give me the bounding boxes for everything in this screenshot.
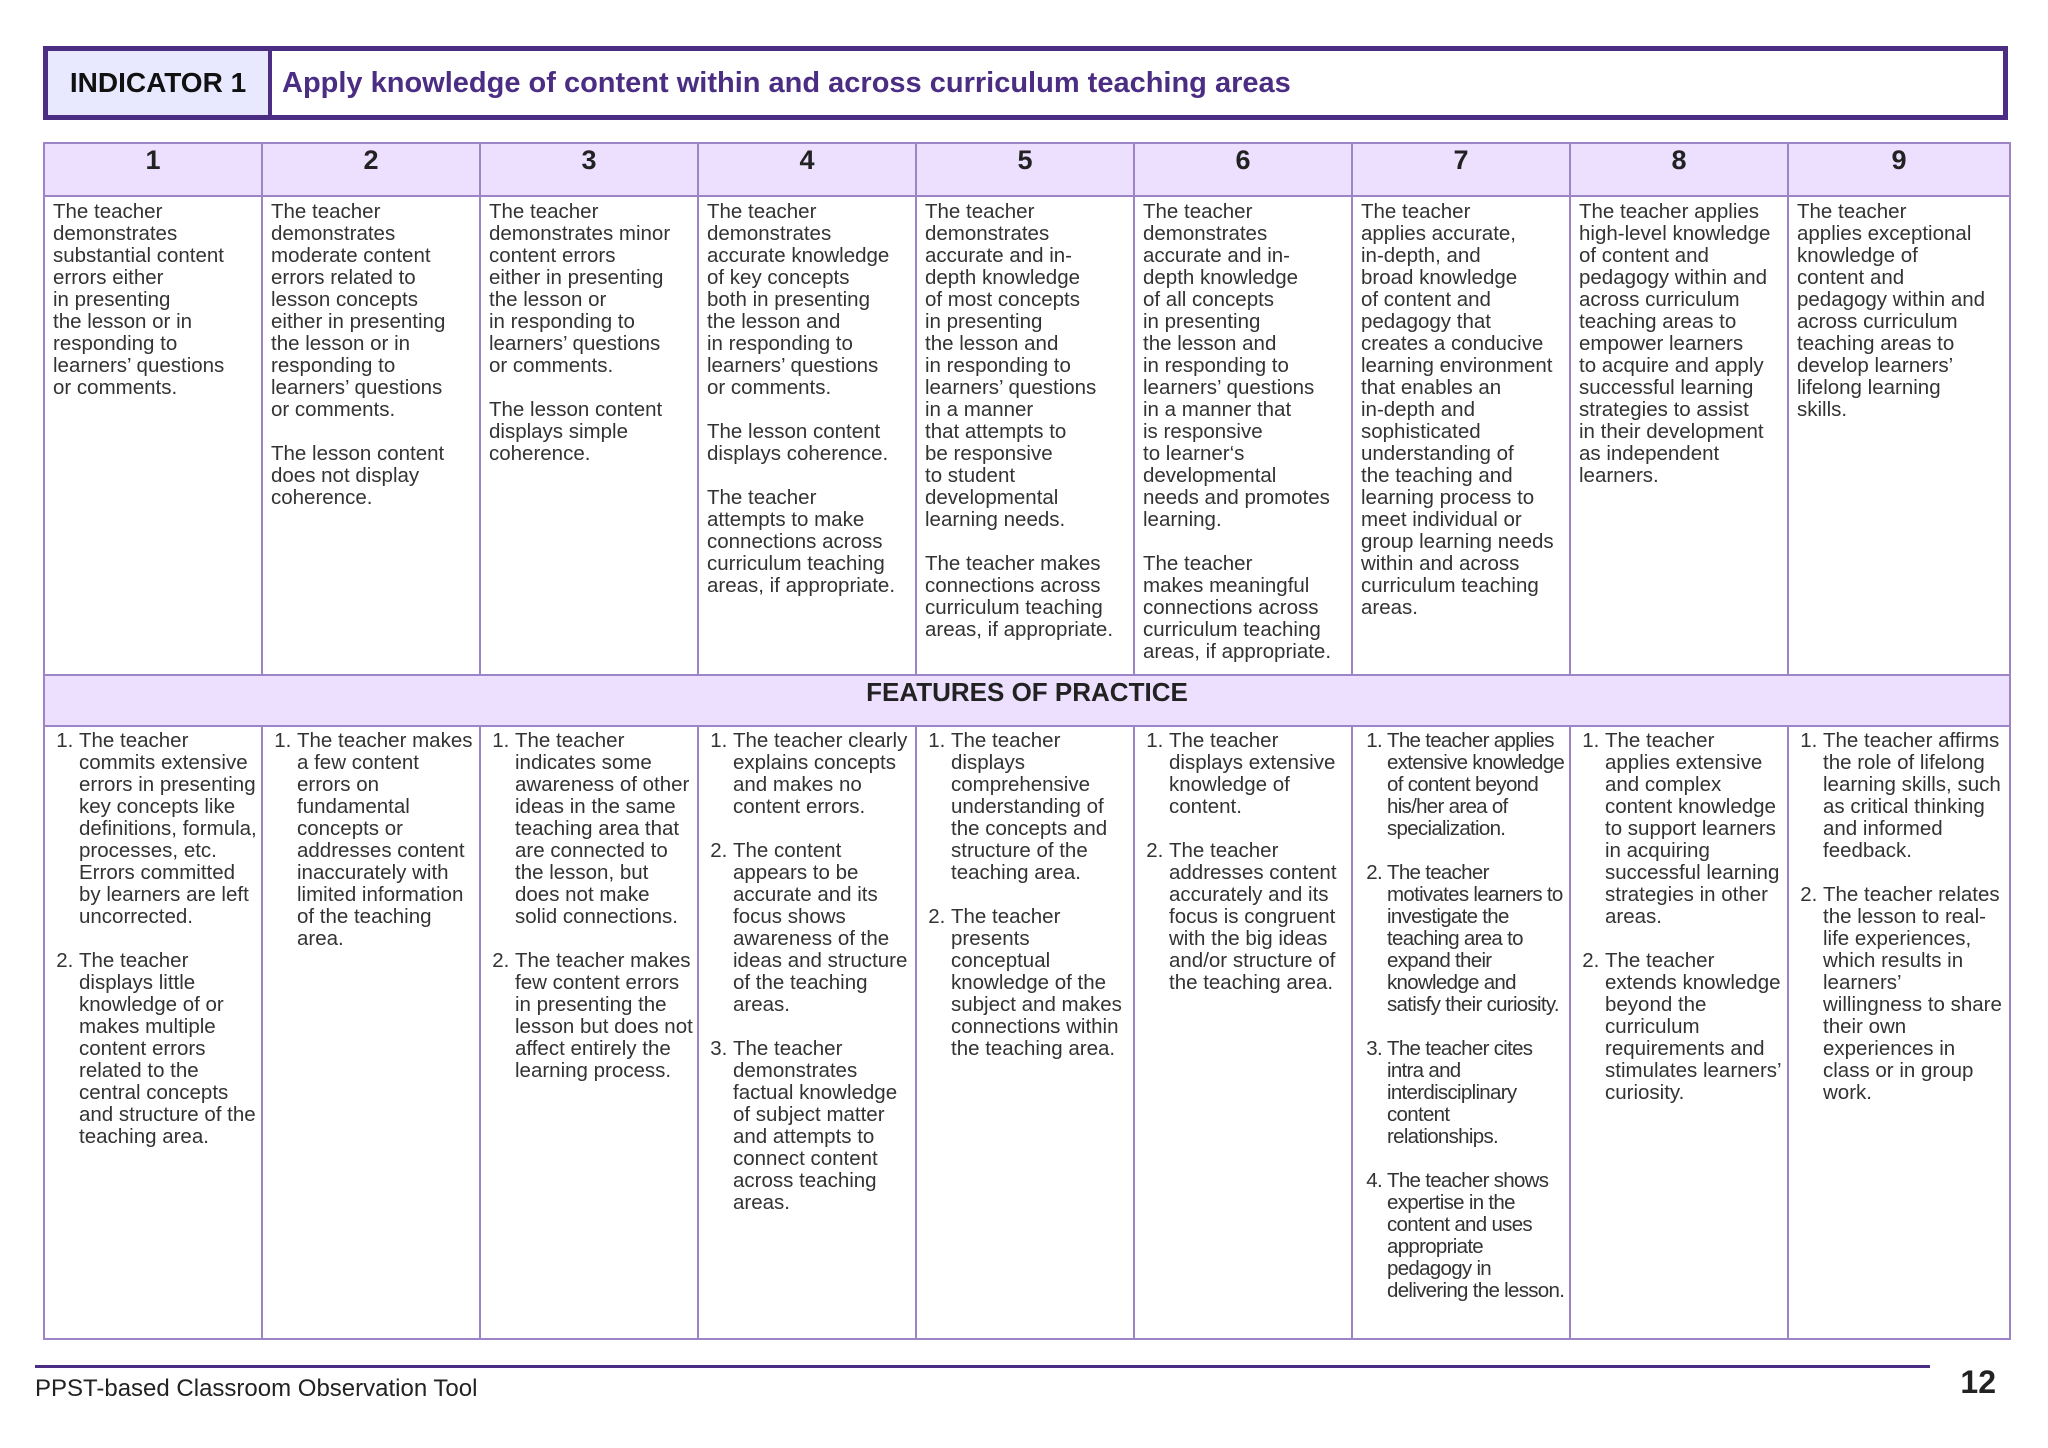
level-header: 3 (480, 143, 698, 196)
level-header: 8 (1570, 143, 1788, 196)
feature-item: 2. The teacher extends knowledge beyond the curriculum requirements and stimulates learners’ curiosity. (1605, 950, 1783, 1104)
feature-item: 2. The teacher presents conceptual knowledge of the subject and makes connections within the teaching area. (951, 906, 1129, 1060)
feature-item: 1. The teacher applies extensive and complex content knowledge to support learners in acquiring successful learning strategies in other areas. (1605, 730, 1783, 928)
feature-item: 4. The teacher shows expertise in the content and uses appropriate pedagogy in delivering the lesson. (1387, 1170, 1565, 1302)
feature-item: 1. The teacher displays extensive knowledge of content. (1169, 730, 1347, 818)
level-header: 4 (698, 143, 916, 196)
feature-item: 1. The teacher indicates some awareness of other ideas in the same teaching area that are connected to the lesson, but does not make solid connections. (515, 730, 693, 928)
page-number: 12 (1960, 1364, 1996, 1400)
features-cell (1352, 726, 1570, 1339)
feature-item: 1. The teacher affirms the role of lifelong learning skills, such as critical thinking and informed feedback. (1823, 730, 2005, 862)
feature-item: 2. The teacher addresses content accurately and its focus is congruent with the big ideas and/or structure of the teaching area. (1169, 840, 1347, 994)
level-header: 9 (1788, 143, 2010, 196)
features-cell (1134, 726, 1352, 1339)
feature-item: 1. The teacher displays comprehensive understanding of the concepts and structure of the teaching area. (951, 730, 1129, 884)
features-cell (1570, 726, 1788, 1339)
level-description: The teacher applies exceptional knowledge of content and pedagogy within and across curriculum teaching areas to develop learners’ lifelong learning skills. (1788, 196, 2010, 675)
feature-item: 3. The teacher cites intra and interdisciplinary content relationships. (1387, 1038, 1565, 1148)
level-description: The teacher demonstrates accurate and in- depth knowledge of most concepts in presenting the lesson and in responding to learners’ questions in a manner that attempts to be responsive to student developmental learning needs. The teacher makes connections across curriculum teaching areas, if appropriate. (916, 196, 1134, 675)
features-cell (262, 726, 480, 1339)
level-header: 2 (262, 143, 480, 196)
feature-item: 1. The teacher applies extensive knowledge of content beyond his/her area of specialization. (1387, 730, 1565, 840)
indicator-label: INDICATOR 1 (48, 51, 272, 115)
features-row (44, 726, 2010, 1339)
features-heading-row (44, 675, 2010, 726)
level-description: The teacher demonstrates minor content errors either in presenting the lesson or in responding to learners’ questions or comments. The lesson content displays simple coherence. (480, 196, 698, 675)
feature-item: 3. The teacher demonstrates factual knowledge of subject matter and attempts to connect content across teaching areas. (733, 1038, 911, 1214)
level-description: The teacher applies accurate, in-depth, and broad knowledge of content and pedagogy that creates a conducive learning environment that enables an in-depth and sophisticated understanding of the teaching and learning process to meet individual or group learning needs within and across curriculum teaching areas. (1352, 196, 1570, 675)
features-cell (44, 726, 262, 1339)
features-heading: FEATURES OF PRACTICE (44, 675, 2010, 726)
features-cell (1788, 726, 2010, 1339)
level-description: The teacher demonstrates accurate and in- depth knowledge of all concepts in presenting the lesson and in responding to learners’ questions in a manner that is responsive to learner‘s developmental needs and promotes learning. The teacher makes meaningful connections across curriculum teaching areas, if appropriate. (1134, 196, 1352, 675)
features-cell (698, 726, 916, 1339)
feature-item: 2. The content appears to be accurate and its focus shows awareness of the ideas and structure of the teaching areas. (733, 840, 911, 1016)
indicator-title: Apply knowledge of content within and across curriculum teaching areas (282, 66, 1291, 99)
level-header: 5 (916, 143, 1134, 196)
feature-item: 2. The teacher motivates learners to investigate the teaching area to expand their knowledge and satisfy their curiosity. (1387, 862, 1565, 1016)
features-cell (916, 726, 1134, 1339)
level-description: The teacher applies high-level knowledge of content and pedagogy within and across curriculum teaching areas to empower learners to acquire and apply successful learning strategies to assist in their development as independent learners. (1570, 196, 1788, 675)
features-cell (480, 726, 698, 1339)
footer-title: PPST-based Classroom Observation Tool (35, 1375, 478, 1402)
level-description: The teacher demonstrates substantial content errors either in presenting the lesson or in responding to learners’ questions or comments. (44, 196, 262, 675)
level-header: 6 (1134, 143, 1352, 196)
feature-item: 2. The teacher makes few content errors in presenting the lesson but does not affect entirely the learning process. (515, 950, 693, 1082)
level-header: 1 (44, 143, 262, 196)
level-header: 7 (1352, 143, 1570, 196)
level-description: The teacher demonstrates moderate content errors related to lesson concepts either in presenting the lesson or in responding to learners’ questions or comments. The lesson content does not display coherence. (262, 196, 480, 675)
feature-item: 2. The teacher displays little knowledge of or makes multiple content errors related to the central concepts and structure of the teaching area. (79, 950, 257, 1148)
feature-item: 2. The teacher relates the lesson to real-life experiences, which results in learners’ willingness to share their own experiences in class or in group work. (1823, 884, 2005, 1104)
feature-item: 1. The teacher makes a few content errors on fundamental concepts or addresses content inaccurately with limited information of the teaching area. (297, 730, 475, 950)
description-row (44, 196, 2010, 675)
footer-divider (35, 1365, 1930, 1368)
feature-item: 1. The teacher clearly explains concepts and makes no content errors. (733, 730, 911, 818)
rubric-table (43, 142, 2011, 1340)
indicator-header (43, 46, 2008, 120)
level-description: The teacher demonstrates accurate knowledge of key concepts both in presenting the lesson and in responding to learners’ questions or comments. The lesson content displays coherence. The teacher attempts to make connections across curriculum teaching areas, if appropriate. (698, 196, 916, 675)
level-header-row (44, 143, 2010, 196)
feature-item: 1. The teacher commits extensive errors in presenting key concepts like definitions, formula, processes, etc. Errors committed by learners are left uncorrected. (79, 730, 257, 928)
